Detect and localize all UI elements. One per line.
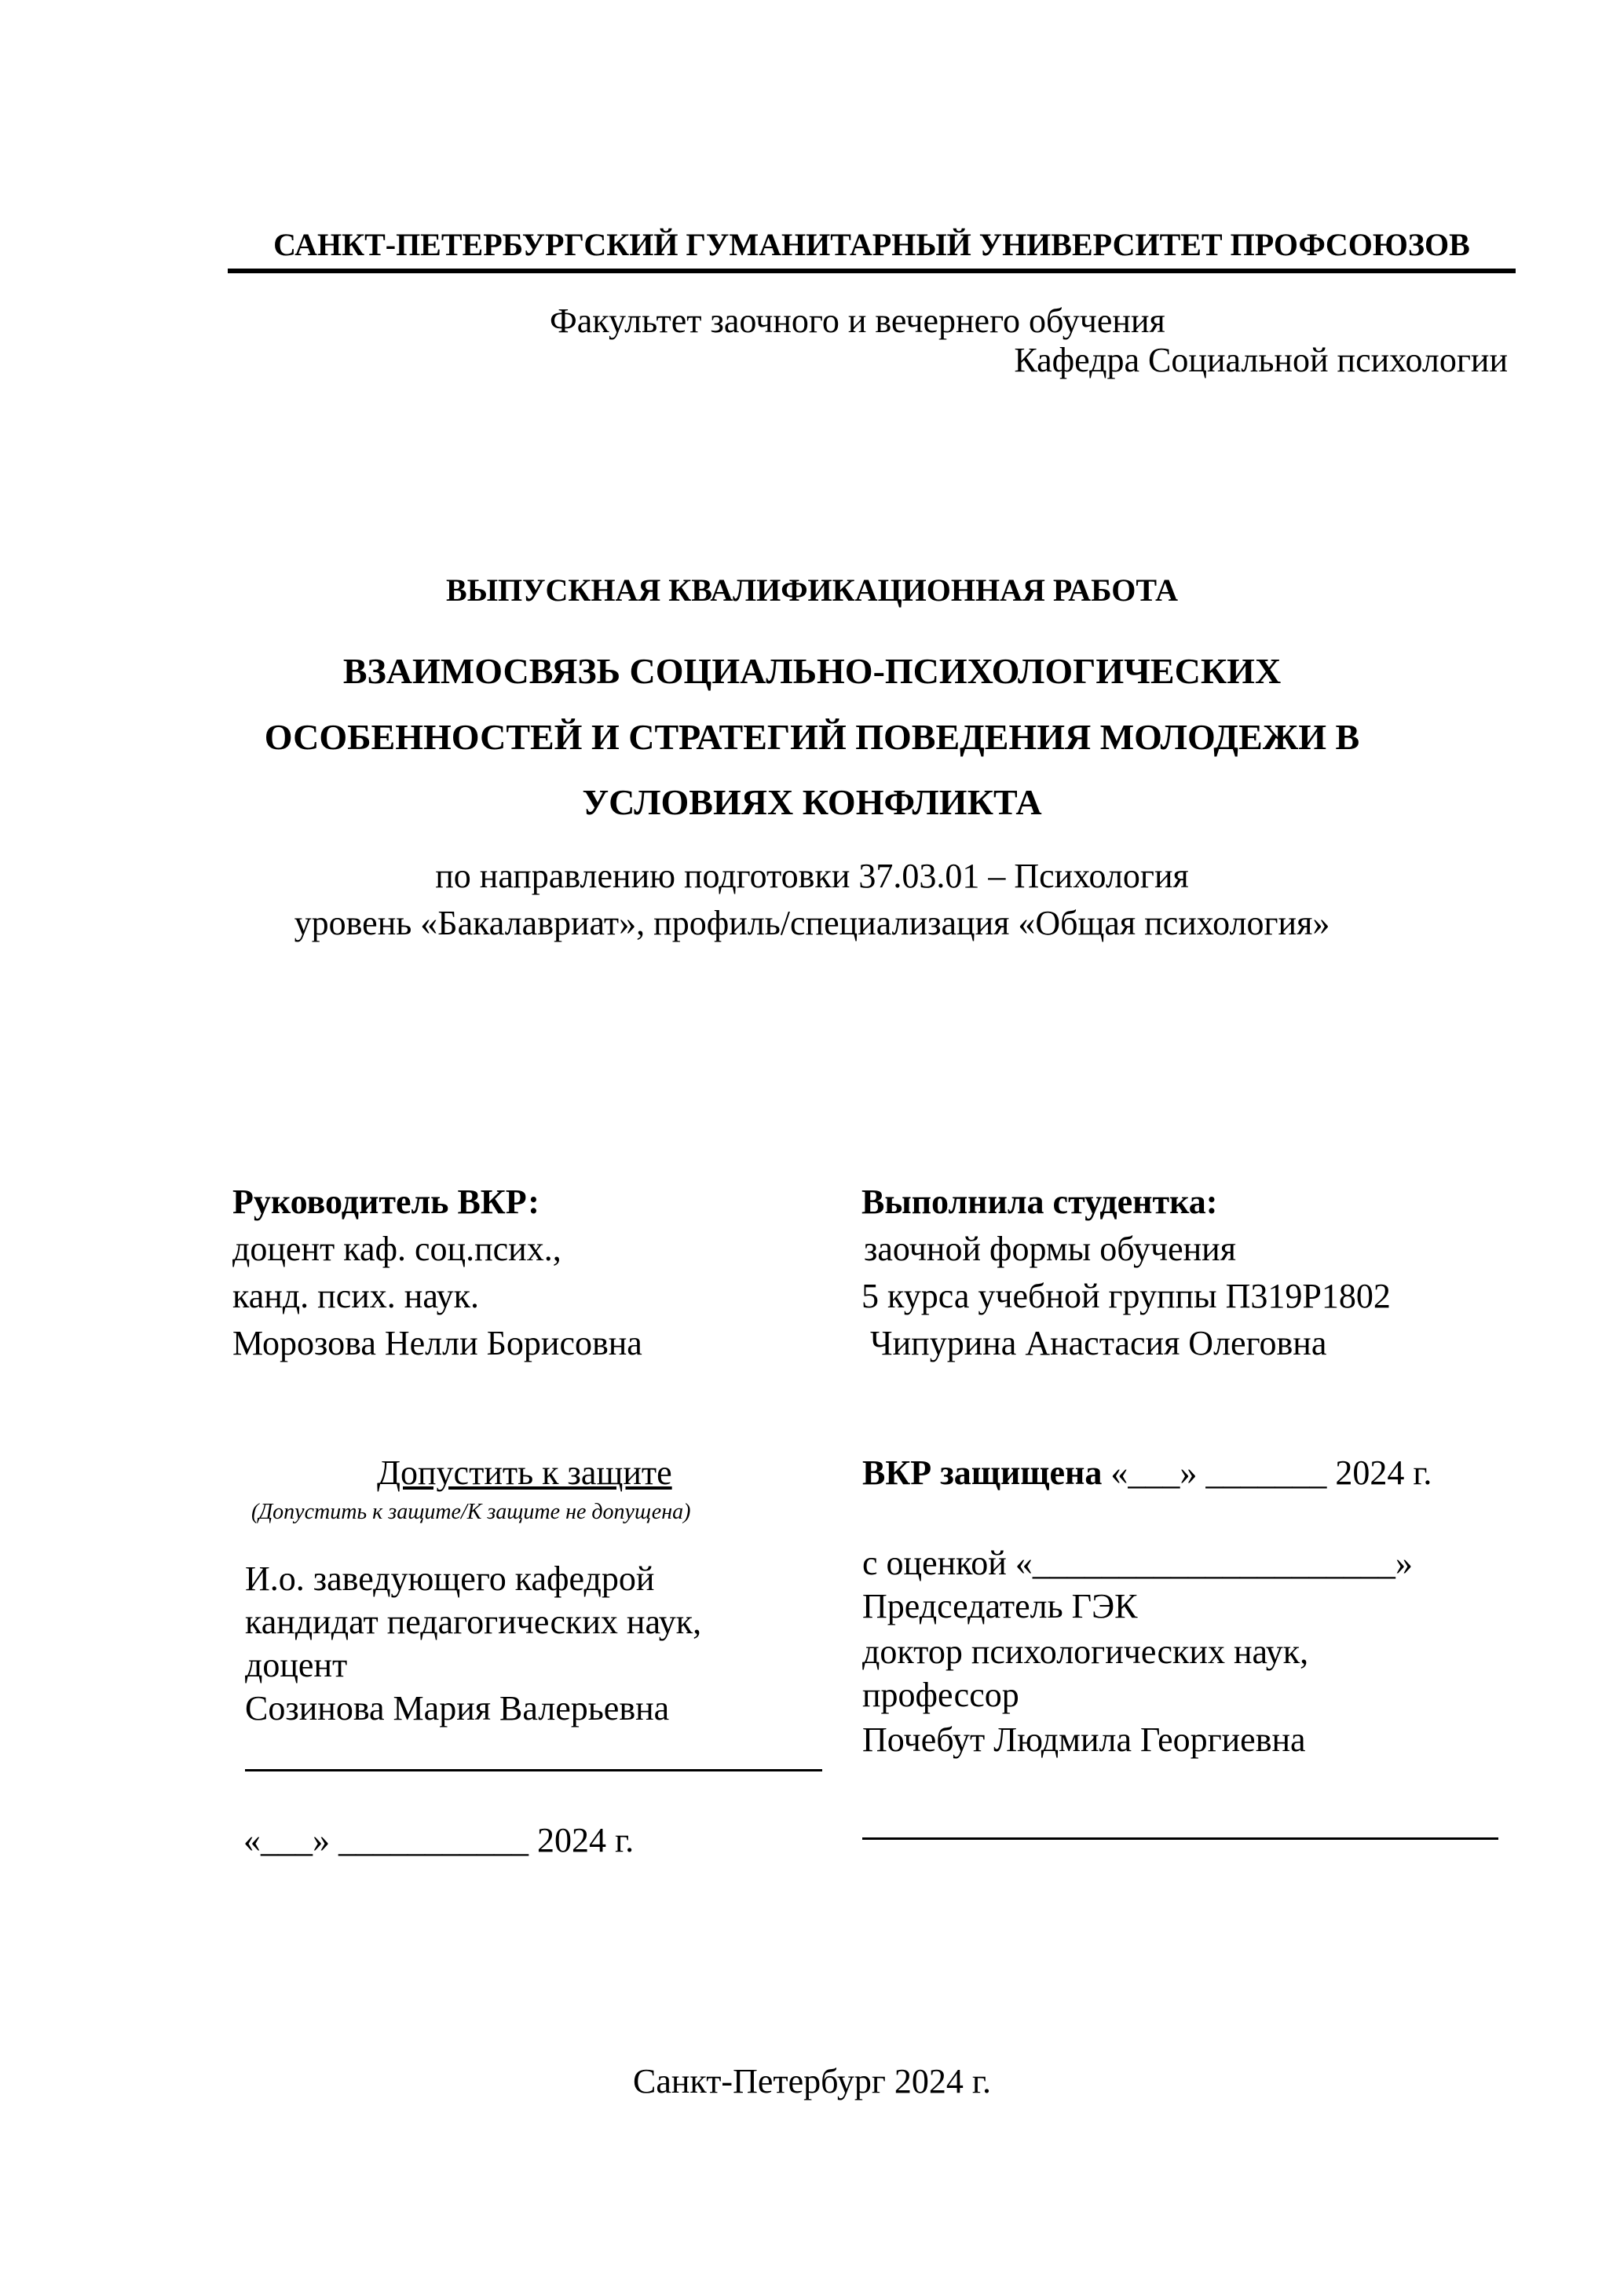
student-heading: Выполнила студентка: [861,1183,1218,1221]
defense-line: доктор психологических наук, [862,1632,1309,1671]
defense-status-date: «___» _______ 2024 г. [1102,1453,1432,1492]
department-name: Кафедра Социальной психологии [1014,341,1508,379]
defense-chair-name: Почебут Людмила Георгиевна [862,1720,1306,1759]
student-name: Чипурина Анастасия Олеговна [870,1324,1327,1362]
admission-label: Допустить к защите [377,1453,672,1492]
supervisor-line: канд. псих. наук. [232,1277,480,1315]
defense-status [862,1453,1432,1494]
admission-signature-line [245,1769,822,1771]
level-line: уровень «Бакалавриат», профиль/специализация «Общая психология» [294,904,1330,942]
admission-hint: (Допустить к защите/К защите не допущена) [251,1500,691,1524]
admission-head-name: Созинова Мария Валерьевна [245,1689,670,1727]
admission-line: доцент [245,1646,348,1684]
faculty-name: Факультет заочного и вечернего обучения [550,302,1165,340]
admission-date: «___» ___________ 2024 г. [243,1821,635,1859]
city-year: Санкт-Петербург 2024 г. [632,2062,991,2100]
defense-status-bold: ВКР защищена [862,1453,1103,1492]
direction-line: по направлению подготовки 37.03.01 – Психология [435,857,1189,895]
supervisor-name: Морозова Нелли Борисовна [232,1324,642,1362]
defense-line: Председатель ГЭК [862,1587,1138,1625]
admission-line: И.о. заведующего кафедрой [245,1559,655,1598]
university-name: САНКТ-ПЕТЕРБУРГСКИЙ ГУМАНИТАРНЫЙ УНИВЕРСИТЕТ ПРОФСОЮЗОВ [273,227,1470,262]
defense-grade: с оценкой «_____________________» [862,1544,1413,1582]
header-rule [228,269,1516,273]
supervisor-line: доцент каф. соц.псих., [232,1230,561,1268]
student-line: заочной формы обучения [864,1230,1236,1268]
supervisor-heading: Руководитель ВКР: [232,1183,540,1221]
student-line: 5 курса учебной группы П319Р1802 [861,1277,1391,1315]
work-type: ВЫПУСКНАЯ КВАЛИФИКАЦИОННАЯ РАБОТА [446,572,1178,608]
defense-line: профессор [862,1676,1019,1714]
admission-line: кандидат педагогических наук, [245,1603,702,1641]
title-line-2: ОСОБЕННОСТЕЙ И СТРАТЕГИЙ ПОВЕДЕНИЯ МОЛОДЕЖИ В [264,717,1360,757]
title-line-3: УСЛОВИЯХ КОНФЛИКТА [582,782,1042,822]
defense-signature-line [862,1837,1498,1840]
title-line-1: ВЗАИМОСВЯЗЬ СОЦИАЛЬНО-ПСИХОЛОГИЧЕСКИХ [342,651,1282,691]
